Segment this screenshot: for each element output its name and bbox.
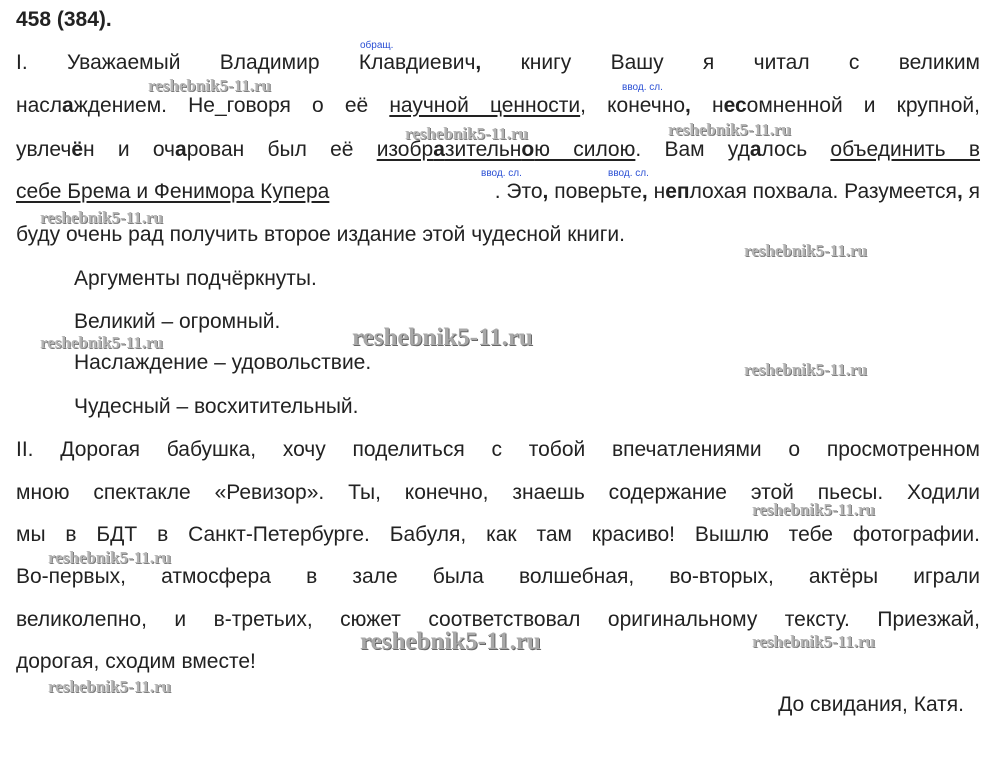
watermark: reshebnik5-11.ru xyxy=(668,120,791,139)
watermark: reshebnik5-11.ru xyxy=(752,500,875,519)
watermark: reshebnik5-11.ru xyxy=(48,677,171,696)
paragraph-2-line-4: Во-первых, атмосфера в зале была волшебная, во-вторых, актёры играли xyxy=(16,565,980,588)
watermark: reshebnik5-11.ru xyxy=(744,241,867,260)
watermark: reshebnik5-11.ru xyxy=(752,632,875,651)
argument-underline: себе Брема и Фенимора Купера xyxy=(16,180,330,203)
paragraph-1-line-1: I. Уважаемый Владимир Клавдиевич, книгу Вашу я читал с великим xyxy=(16,51,980,74)
letter-signature: До свидания, Катя. xyxy=(778,693,964,716)
paragraph-1-line-4: себе Брема и Фенимора Купера . Это, поверьте, неплохая похвала. Разумеется, я xyxy=(16,180,980,203)
paragraph-1-line-2: наслаждением. Не_говоря о её научной ценности, конечно, несомненной и крупной, xyxy=(16,94,980,117)
note-arguments: Аргументы подчёркнуты. xyxy=(74,267,317,290)
annotation-intro-word: ввод. сл. xyxy=(608,168,649,179)
paragraph-2-line-2: мною спектакле «Ревизор». Ты, конечно, знаешь содержание этой пьесы. Ходили xyxy=(16,481,980,504)
watermark: reshebnik5-11.ru xyxy=(360,628,541,655)
paragraph-1-line-5: буду очень рад получить второе издание этой чудесной книги. xyxy=(16,223,625,246)
synonym-pair: Чудесный – восхитительный. xyxy=(74,395,359,418)
watermark: reshebnik5-11.ru xyxy=(148,76,271,95)
paragraph-2-line-3: мы в БДТ в Санкт-Петербурге. Бабуля, как там красиво! Вышлю тебе фотографии. xyxy=(16,523,980,546)
annotation-address: обращ. xyxy=(360,40,394,51)
paragraph-2-line-1: II. Дорогая бабушка, хочу поделиться с тобой впечатлениями о просмотренном xyxy=(16,438,980,461)
watermark: reshebnik5-11.ru xyxy=(40,333,163,352)
paragraph-2-line-6: дорогая, сходим вместе! xyxy=(16,650,256,673)
watermark: reshebnik5-11.ru xyxy=(744,360,867,379)
synonym-pair: Великий – огромный. xyxy=(74,310,281,333)
exercise-number: 458 (384). xyxy=(16,8,112,31)
watermark: reshebnik5-11.ru xyxy=(405,124,528,143)
watermark: reshebnik5-11.ru xyxy=(40,208,163,227)
paragraph-1-line-3: увлечён и очарован был её изобразительною силою. Вам удалось объединить в xyxy=(16,138,981,161)
annotation-intro-word: ввод. сл. xyxy=(481,168,522,179)
watermark: reshebnik5-11.ru xyxy=(352,324,533,351)
watermark: reshebnik5-11.ru xyxy=(48,548,171,567)
argument-underline: изобразительною силою xyxy=(376,138,636,161)
annotation-intro-word: ввод. сл. xyxy=(622,82,663,93)
synonym-pair: Наслаждение – удовольствие. xyxy=(74,351,372,374)
paragraph-2-line-5: великолепно, и в-третьих, сюжет соответствовал оригинальному тексту. Приезжай, xyxy=(16,608,980,631)
argument-underline: объединить в xyxy=(830,138,981,161)
argument-underline: научной ценности xyxy=(389,94,581,117)
